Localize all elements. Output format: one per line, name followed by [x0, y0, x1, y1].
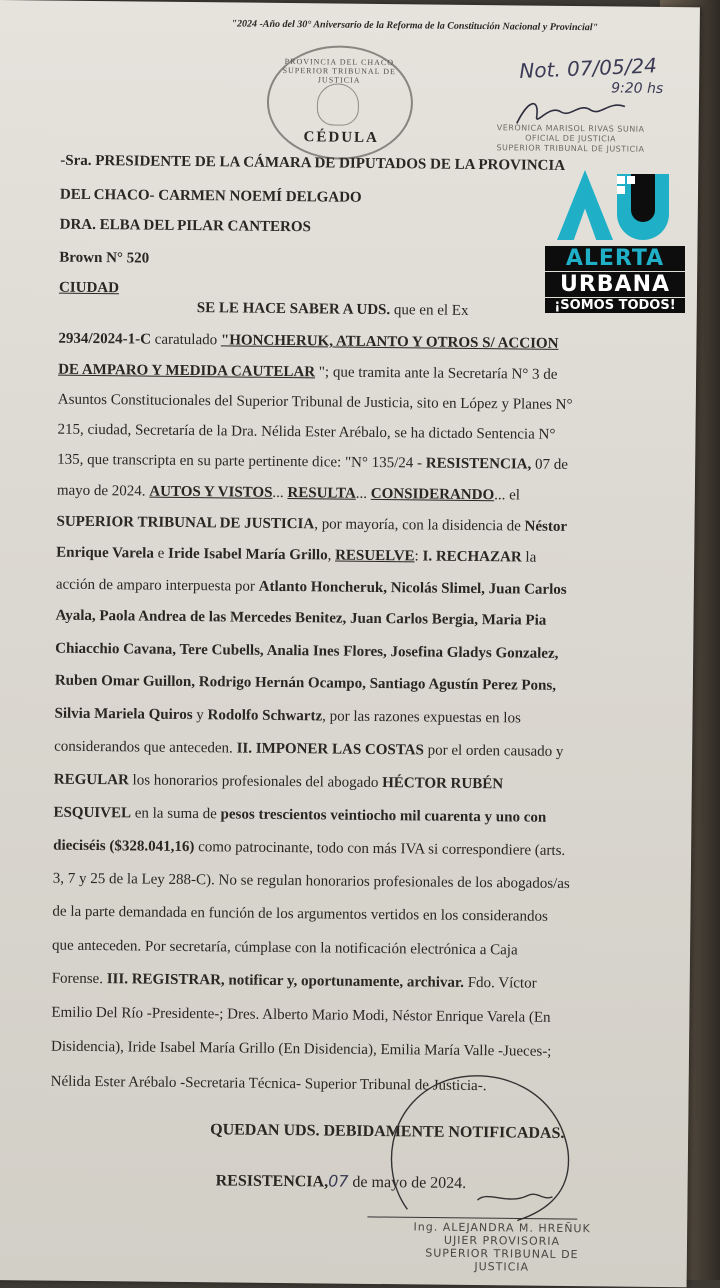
addressee-line-4: Brown N° 520 [59, 249, 150, 267]
body-line: Forense. III. REGISTRAR, notificar y, oportunamente, archivar. Fdo. Víctor [51, 970, 537, 992]
document-type-label: CÉDULA [303, 129, 380, 146]
body-line: Silvia Mariela Quiros y Rodolfo Schwartz, por las razones expuestas en los [54, 705, 521, 727]
body-line: Chiacchio Cavana, Tere Cubells, Analia Ines Flores, Josefina Gladys Gonzalez, [55, 640, 559, 662]
body-line: acción de amparo interpuesta por Atlanto Honcheruk, Nicolás Slimel, Juan Carlos [55, 576, 567, 598]
seal-ring-text: PROVINCIA DEL CHACO SUPERIOR TRIBUNAL DE JUSTICIA [282, 56, 396, 85]
handwritten-notification-date: Not. 07/05/24 [518, 53, 658, 84]
addressee-line-2: DEL CHACO- CARMEN NOEMÍ DELGADO [59, 186, 362, 206]
bailiff-stamp-name: Ing. ALEJANDRA M. HREÑUK [413, 1220, 591, 1236]
body-line: mayo de 2024. AUTOS Y VISTOS... RESULTA... CONSIDERANDO... el [56, 482, 521, 504]
body-line: Asuntos Constitucionales del Superior Tribunal de Justicia, sito en López y Planes N° [57, 391, 573, 414]
addressee-line-3: DRA. ELBA DEL PILAR CANTEROS [59, 216, 312, 236]
closing-date: RESISTENCIA,07 de mayo de 2024. [215, 1171, 467, 1192]
logo-text-1: ALERTA [545, 246, 685, 271]
coat-of-arms-icon [317, 83, 359, 125]
addressee-line-5: CIUDAD [58, 279, 120, 297]
logo-slogan: ¡SOMOS TODOS! [545, 298, 685, 313]
body-line: Disidencia), Iride Isabel María Grillo (En Disidencia), Emilia María Valle -Jueces-; [50, 1038, 552, 1060]
body-line: SE LE HACE SABER A UDS. que en el Ex [196, 300, 469, 319]
handwritten-notification-time: 9:20 hs [611, 80, 664, 97]
body-line: 215, ciudad, Secretaría de la Dra. Nélida Ester Arébalo, se ha dictado Sentencia N° [57, 421, 556, 443]
body-line: de la parte demandada en función de los argumentos vertidos en los considerandos [52, 903, 548, 925]
notification-statement: QUEDAN UDS. DEBIDAMENTE NOTIFICADAS. [210, 1121, 565, 1142]
body-line: 135, que transcripta en su parte pertinente dice: "N° 135/24 - RESISTENCIA, 07 de [57, 451, 569, 473]
officer-stamp-role: OFICIAL DE JUSTICIA [525, 133, 617, 144]
body-line: SUPERIOR TRIBUNAL DE JUSTICIA, por mayoría, con la disidencia de Néstor [56, 513, 568, 535]
body-line: Nélida Ester Arébalo -Secretaria Técnica- Superior Tribunal de Justicia-. [50, 1073, 487, 1095]
alerta-urbana-watermark-logo [545, 166, 685, 316]
body-line: dieciséis ($328.041,16) como patrocinante, todo con más IVA si correspondiere (arts. [53, 837, 566, 859]
bailiff-signature [367, 1049, 589, 1231]
body-line: considerandos que anteceden. II. IMPONER LAS COSTAS por el orden causado y [54, 738, 564, 760]
body-line: ESQUIVEL en la suma de pesos trescientos veintiocho mil cuarenta y uno con [53, 804, 547, 826]
bailiff-stamp [407, 1220, 598, 1274]
addressee-line-1: -Sra. PRESIDENTE DE LA CÁMARA DE DIPUTADOS DE LA PROVINCIA [60, 152, 566, 174]
body-line: 3, 7 y 25 de la Ley 288-C). No se regulan honorarios profesionales de los abogados/as [52, 870, 570, 893]
header-motto: "2024 -Año del 30° Aniversario de la Reforma de la Constitución Nacional y Provincial" [231, 18, 599, 34]
bailiff-stamp-role: UJIER PROVISORIA [443, 1233, 561, 1248]
officer-stamp [490, 123, 650, 155]
body-line: Enrique Varela e Iride Isabel María Grillo, RESUELVE: I. RECHAZAR la [56, 544, 537, 566]
body-line: Ruben Omar Guillon, Rodrigo Hernán Ocampo, Santiago Agustín Perez Pons, [54, 672, 557, 694]
body-line: Ayala, Paola Andrea de las Mercedes Benitez, Juan Carlos Bergia, Maria Pia [55, 607, 547, 629]
body-line: REGULAR los honorarios profesionales del abogado HÉCTOR RUBÉN [53, 771, 504, 793]
body-line: Emilio Del Río -Presidente-; Dres. Alberto Mario Modi, Néstor Enrique Varela (En [51, 1004, 551, 1026]
body-line: que anteceden. Por secretaría, cúmplase con la notificación electrónica a Caja [52, 937, 518, 959]
bailiff-stamp-court: SUPERIOR TRIBUNAL DE JUSTICIA [425, 1246, 579, 1274]
officer-stamp-name: VERONICA MARISOL RIVAS SUNIA [496, 123, 645, 134]
logo-au-icon [545, 166, 685, 246]
officer-stamp-court: SUPERIOR TRIBUNAL DE JUSTICIA [496, 143, 645, 154]
body-line: DE AMPARO Y MEDIDA CAUTELAR "; que tramita ante la Secretaría N° 3 de [58, 361, 558, 383]
logo-text-2: URBANA [545, 272, 685, 297]
body-line: 2934/2024-1-C caratulado "HONCHERUK, ATLANTO Y OTROS S/ ACCION [58, 330, 559, 352]
